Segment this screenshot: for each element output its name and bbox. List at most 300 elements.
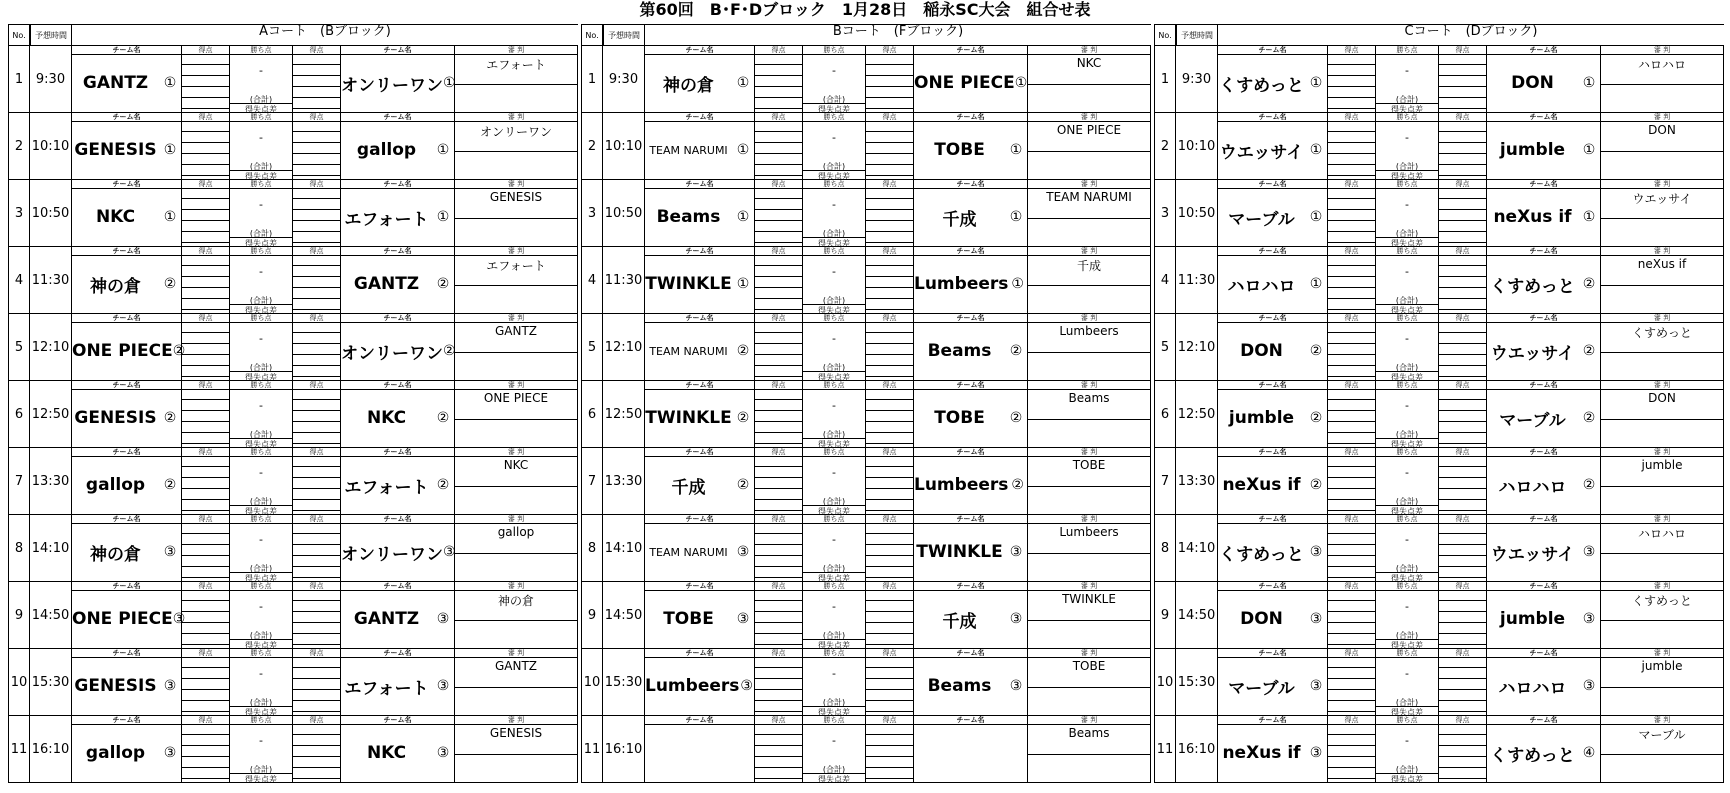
score-boxes — [1439, 54, 1486, 112]
team-label: チーム名 — [1218, 247, 1327, 256]
referee-label: 審 判 — [1601, 381, 1723, 390]
score-label: 得点 — [866, 247, 913, 256]
score-boxes — [755, 389, 802, 447]
referee-line — [455, 218, 577, 219]
score1-cell — [755, 247, 803, 313]
result-dash: - — [832, 734, 836, 747]
score-label: 得点 — [755, 314, 802, 323]
referee-name: ONE PIECE — [483, 391, 549, 405]
res-cell — [1376, 582, 1439, 648]
score-label: 得点 — [755, 649, 802, 658]
match-row — [8, 515, 578, 582]
time-cell — [30, 180, 72, 246]
score1-cell — [1328, 716, 1376, 782]
away-round: ① — [1011, 276, 1024, 292]
time-cell — [603, 314, 645, 380]
home-round: ① — [163, 209, 177, 225]
home-team-name: gallop — [85, 475, 146, 495]
ref-cell — [1601, 716, 1724, 782]
no-cell — [8, 649, 30, 715]
score-boxes — [1328, 724, 1375, 782]
ref-cell — [1028, 716, 1151, 782]
no-cell — [8, 716, 30, 782]
ref-cell — [1601, 314, 1724, 380]
match-time: 14:10 — [1177, 540, 1216, 556]
score-boxes — [293, 121, 340, 179]
away-round: ② — [436, 477, 450, 493]
score-boxes — [1328, 523, 1375, 581]
away-round: ① — [436, 142, 450, 158]
result-dash: - — [259, 734, 263, 747]
goal-diff-label: 得失点差 — [803, 304, 865, 316]
score1-cell — [1328, 515, 1376, 581]
away-cell — [914, 649, 1028, 715]
score-boxes — [182, 389, 229, 447]
time-cell — [1176, 46, 1218, 112]
time-cell — [30, 582, 72, 648]
score2-cell — [1439, 649, 1487, 715]
score-label: 得点 — [866, 180, 913, 189]
score1-cell — [182, 180, 230, 246]
away-round: ② — [443, 343, 456, 359]
score2-cell — [293, 180, 341, 246]
score-boxes — [1328, 322, 1375, 380]
away-round: ② — [1011, 477, 1024, 493]
team-label: チーム名 — [914, 515, 1027, 524]
court-name: Aコート (Bブロック) — [72, 24, 578, 46]
score-label: 得点 — [182, 180, 229, 189]
team-label: チーム名 — [1218, 46, 1327, 55]
score1-cell — [182, 649, 230, 715]
ref-cell — [1028, 649, 1151, 715]
match-row — [581, 716, 1151, 783]
team-label: チーム名 — [1218, 649, 1327, 658]
ref-cell — [1028, 448, 1151, 514]
time-cell — [30, 716, 72, 782]
referee-label: 審 判 — [1028, 46, 1150, 55]
score-label: 得点 — [1439, 716, 1486, 725]
referee-line — [1601, 754, 1723, 755]
total-label: (合計) — [1395, 162, 1419, 171]
result-dash: - — [1405, 600, 1409, 613]
no-cell — [1154, 448, 1176, 514]
no-cell — [1154, 649, 1176, 715]
home-cell — [72, 180, 182, 246]
goal-diff-label: 得失点差 — [230, 505, 292, 517]
referee-line — [1601, 419, 1723, 420]
team-label: チーム名 — [645, 649, 754, 658]
home-team-name: ハロハロ — [1227, 276, 1296, 297]
team-label: チーム名 — [914, 314, 1027, 323]
no-cell — [1154, 582, 1176, 648]
score1-cell — [182, 582, 230, 648]
away-team-name: jumble — [1499, 609, 1566, 629]
away-team-name: 千成 — [942, 611, 977, 632]
score2-cell — [1439, 582, 1487, 648]
team-label: チーム名 — [914, 247, 1027, 256]
away-cell — [1487, 381, 1601, 447]
time-cell — [1176, 582, 1218, 648]
away-team-name: GANTZ — [353, 274, 420, 294]
ref-cell — [1028, 247, 1151, 313]
away-team-name: ウエッサイ — [1490, 544, 1575, 565]
home-cell — [1218, 381, 1328, 447]
away-round: ② — [1009, 343, 1023, 359]
result-dash: - — [1405, 131, 1409, 144]
home-cell — [72, 649, 182, 715]
home-round: ① — [163, 142, 177, 158]
referee-name: ハロハロ — [1637, 527, 1686, 541]
away-round: ③ — [1009, 678, 1023, 694]
ref-cell — [1601, 582, 1724, 648]
points-label: 勝ち点 — [230, 716, 292, 725]
match-row — [1154, 314, 1724, 381]
time-cell — [1176, 247, 1218, 313]
points-label: 勝ち点 — [1376, 180, 1438, 189]
score1-cell — [1328, 448, 1376, 514]
referee-line — [1601, 486, 1723, 487]
time-cell — [30, 314, 72, 380]
referee-label: 審 判 — [1028, 113, 1150, 122]
team-label: チーム名 — [1218, 515, 1327, 524]
home-round: ① — [1309, 142, 1323, 158]
score1-cell — [755, 582, 803, 648]
goal-diff-label: 得失点差 — [230, 773, 292, 785]
team-label: チーム名 — [914, 381, 1027, 390]
match-row — [581, 314, 1151, 381]
home-cell — [1218, 180, 1328, 246]
ref-cell — [1028, 381, 1151, 447]
match-row — [1154, 448, 1724, 515]
home-team-name: GENESIS — [74, 676, 157, 696]
referee-name: neXus if — [1637, 257, 1687, 271]
score2-cell — [866, 113, 914, 179]
home-cell — [72, 113, 182, 179]
time-header: 予想時間 — [30, 24, 72, 46]
team-label: チーム名 — [341, 247, 454, 256]
score2-cell — [293, 716, 341, 782]
home-cell — [645, 649, 755, 715]
match-row — [8, 716, 578, 783]
res-cell — [803, 649, 866, 715]
points-label: 勝ち点 — [1376, 448, 1438, 457]
no-header: No. — [1154, 24, 1176, 46]
team-label: チーム名 — [72, 46, 181, 55]
time-cell — [603, 582, 645, 648]
points-label: 勝ち点 — [1376, 716, 1438, 725]
match-time: 14:50 — [31, 607, 70, 623]
score1-cell — [755, 716, 803, 782]
referee-label: 審 判 — [1028, 247, 1150, 256]
home-team-name: ウエッサイ — [1219, 142, 1304, 163]
referee-label: 審 判 — [1028, 381, 1150, 390]
team-label: チーム名 — [1487, 515, 1600, 524]
home-team-name: ONE PIECE — [72, 609, 173, 629]
score-label: 得点 — [866, 649, 913, 658]
result-dash: - — [832, 667, 836, 680]
goal-diff-label: 得失点差 — [1376, 639, 1438, 651]
total-label: (合計) — [1395, 95, 1419, 104]
score-label: 得点 — [182, 381, 229, 390]
home-team-name: neXus if — [1222, 475, 1301, 495]
score-boxes — [866, 523, 913, 581]
no-cell — [1154, 247, 1176, 313]
match-number: 7 — [1160, 473, 1170, 489]
score-boxes — [293, 322, 340, 380]
match-row — [1154, 515, 1724, 582]
away-team-name: オンリーワン — [341, 75, 443, 96]
points-label: 勝ち点 — [803, 716, 865, 725]
match-number: 3 — [587, 205, 597, 221]
time-cell — [1176, 180, 1218, 246]
goal-diff-label: 得失点差 — [230, 438, 292, 450]
score1-cell — [1328, 582, 1376, 648]
away-cell — [341, 649, 455, 715]
away-team-name: オンリーワン — [341, 544, 443, 565]
score-label: 得点 — [866, 582, 913, 591]
match-time: 9:30 — [1181, 71, 1212, 87]
match-time: 10:50 — [31, 205, 70, 221]
home-round: ③ — [1309, 544, 1323, 560]
score-boxes — [182, 523, 229, 581]
ref-cell — [455, 716, 578, 782]
away-round: ③ — [1582, 544, 1596, 560]
no-cell — [1154, 180, 1176, 246]
home-round: ③ — [172, 611, 186, 627]
match-row — [581, 180, 1151, 247]
score-boxes — [1439, 322, 1486, 380]
res-cell — [803, 582, 866, 648]
goal-diff-label: 得失点差 — [1376, 103, 1438, 115]
away-round: ② — [1009, 410, 1023, 426]
ref-cell — [455, 649, 578, 715]
points-label: 勝ち点 — [803, 180, 865, 189]
match-number: 1 — [14, 71, 24, 87]
home-cell — [72, 448, 182, 514]
score-label: 得点 — [293, 381, 340, 390]
match-time: 11:30 — [604, 272, 643, 288]
home-round: ③ — [740, 678, 753, 694]
no-cell — [1154, 46, 1176, 112]
ref-cell — [1601, 381, 1724, 447]
total-label: (合計) — [249, 698, 273, 707]
match-time: 14:50 — [604, 607, 643, 623]
referee-line — [1601, 687, 1723, 688]
total-label: (合計) — [1395, 296, 1419, 305]
referee-name: DON — [1648, 391, 1676, 405]
match-time: 9:30 — [608, 71, 639, 87]
referee-name: 千成 — [1076, 259, 1101, 273]
goal-diff-label: 得失点差 — [1376, 505, 1438, 517]
score-label: 得点 — [866, 716, 913, 725]
away-cell — [341, 448, 455, 514]
referee-label: 審 判 — [1028, 716, 1150, 725]
score-label: 得点 — [293, 716, 340, 725]
score-label: 得点 — [182, 716, 229, 725]
home-team-name: TWINKLE — [645, 274, 732, 294]
away-cell — [341, 716, 455, 782]
team-label: チーム名 — [341, 716, 454, 725]
score-boxes — [866, 456, 913, 514]
score1-cell — [755, 180, 803, 246]
no-cell — [1154, 314, 1176, 380]
goal-diff-label: 得失点差 — [1376, 773, 1438, 785]
score1-cell — [182, 314, 230, 380]
no-cell — [581, 582, 603, 648]
home-team-name: TWINKLE — [645, 408, 732, 428]
referee-line — [455, 151, 577, 152]
match-number: 3 — [1160, 205, 1170, 221]
score-boxes — [293, 724, 340, 782]
ref-cell — [455, 247, 578, 313]
home-team-name: TEAM NARUMI — [649, 143, 728, 157]
home-round: ① — [1309, 209, 1323, 225]
goal-diff-label: 得失点差 — [803, 438, 865, 450]
away-team-name: ハロハロ — [1498, 477, 1567, 498]
points-label: 勝ち点 — [1376, 381, 1438, 390]
away-team-name: TOBE — [934, 140, 985, 160]
away-cell — [341, 582, 455, 648]
home-round: ③ — [1309, 745, 1323, 761]
home-team-name: gallop — [85, 743, 146, 763]
referee-line — [1028, 486, 1150, 487]
score2-cell — [1439, 113, 1487, 179]
match-row — [8, 582, 578, 649]
ref-cell — [1028, 113, 1151, 179]
total-label: (合計) — [1395, 363, 1419, 372]
match-time: 15:30 — [604, 674, 643, 690]
goal-diff-label: 得失点差 — [803, 706, 865, 718]
referee-label: 審 判 — [1028, 582, 1150, 591]
no-cell — [581, 113, 603, 179]
total-label: (合計) — [1395, 497, 1419, 506]
match-row — [8, 381, 578, 448]
score-boxes — [755, 456, 802, 514]
match-time: 16:10 — [604, 741, 643, 757]
score2-cell — [1439, 180, 1487, 246]
no-cell — [1154, 515, 1176, 581]
result-dash: - — [832, 399, 836, 412]
match-row — [581, 247, 1151, 314]
match-row — [1154, 46, 1724, 113]
home-round: ① — [736, 209, 750, 225]
total-label: (合計) — [1395, 229, 1419, 238]
score-label: 得点 — [182, 46, 229, 55]
referee-line — [1028, 151, 1150, 152]
time-cell — [30, 381, 72, 447]
match-number: 7 — [14, 473, 24, 489]
away-round: ③ — [1009, 544, 1023, 560]
score2-cell — [866, 381, 914, 447]
goal-diff-label: 得失点差 — [230, 237, 292, 249]
referee-label: 審 判 — [455, 46, 577, 55]
score-label: 得点 — [1439, 649, 1486, 658]
score-boxes — [1439, 523, 1486, 581]
court-name: Bコート (Fブロック) — [645, 24, 1151, 46]
score-label: 得点 — [755, 381, 802, 390]
score-label: 得点 — [755, 582, 802, 591]
away-round: ① — [436, 209, 450, 225]
team-label: チーム名 — [1487, 46, 1600, 55]
ref-cell — [1601, 180, 1724, 246]
referee-line — [1028, 754, 1150, 755]
match-number: 4 — [587, 272, 597, 288]
team-label: チーム名 — [914, 649, 1027, 658]
res-cell — [1376, 247, 1439, 313]
goal-diff-label: 得失点差 — [803, 103, 865, 115]
ref-cell — [1028, 46, 1151, 112]
match-time: 12:50 — [31, 406, 70, 422]
score-boxes — [755, 121, 802, 179]
referee-label: 審 判 — [1601, 46, 1723, 55]
result-dash: - — [259, 399, 263, 412]
score1-cell — [1328, 649, 1376, 715]
goal-diff-label: 得失点差 — [803, 773, 865, 785]
result-dash: - — [259, 265, 263, 278]
score-label: 得点 — [293, 113, 340, 122]
total-label: (合計) — [249, 430, 273, 439]
referee-line — [455, 352, 577, 353]
referee-name: DON — [1648, 123, 1676, 137]
score-boxes — [182, 322, 229, 380]
away-team-name: ハロハロ — [1498, 678, 1567, 699]
score1-cell — [755, 46, 803, 112]
goal-diff-label: 得失点差 — [1376, 572, 1438, 584]
away-cell — [341, 180, 455, 246]
referee-line — [1028, 553, 1150, 554]
referee-name: GANTZ — [494, 659, 538, 673]
score-boxes — [182, 188, 229, 246]
home-team-name: 千成 — [671, 477, 706, 498]
match-time: 12:10 — [604, 339, 643, 355]
referee-label: 審 判 — [1601, 448, 1723, 457]
goal-diff-label: 得失点差 — [230, 639, 292, 651]
home-round: ② — [163, 276, 177, 292]
match-number: 7 — [587, 473, 597, 489]
goal-diff-label: 得失点差 — [803, 371, 865, 383]
score-boxes — [755, 54, 802, 112]
time-cell — [603, 515, 645, 581]
away-round: ④ — [1582, 745, 1596, 761]
away-team-name: Lumbeers — [914, 475, 1009, 495]
total-label: (合計) — [249, 363, 273, 372]
away-round: ② — [1582, 276, 1596, 292]
away-team-name: jumble — [1499, 140, 1566, 160]
referee-name: jumble — [1641, 659, 1683, 673]
no-cell — [581, 247, 603, 313]
score-boxes — [866, 590, 913, 648]
away-cell — [1487, 649, 1601, 715]
score1-cell — [755, 448, 803, 514]
referee-label: 審 判 — [1601, 515, 1723, 524]
team-label: チーム名 — [341, 113, 454, 122]
home-team-name: 神の倉 — [663, 75, 714, 96]
no-cell — [1154, 381, 1176, 447]
time-cell — [603, 649, 645, 715]
goal-diff-label: 得失点差 — [803, 237, 865, 249]
goal-diff-label: 得失点差 — [803, 572, 865, 584]
referee-name: NKC — [1076, 56, 1102, 70]
match-number: 10 — [10, 674, 28, 690]
referee-name: オンリーワン — [479, 125, 552, 139]
ref-cell — [455, 582, 578, 648]
referee-name: jumble — [1641, 458, 1683, 472]
ref-cell — [455, 381, 578, 447]
score2-cell — [866, 582, 914, 648]
no-cell — [8, 113, 30, 179]
referee-line — [455, 687, 577, 688]
away-round: ① — [443, 75, 456, 91]
